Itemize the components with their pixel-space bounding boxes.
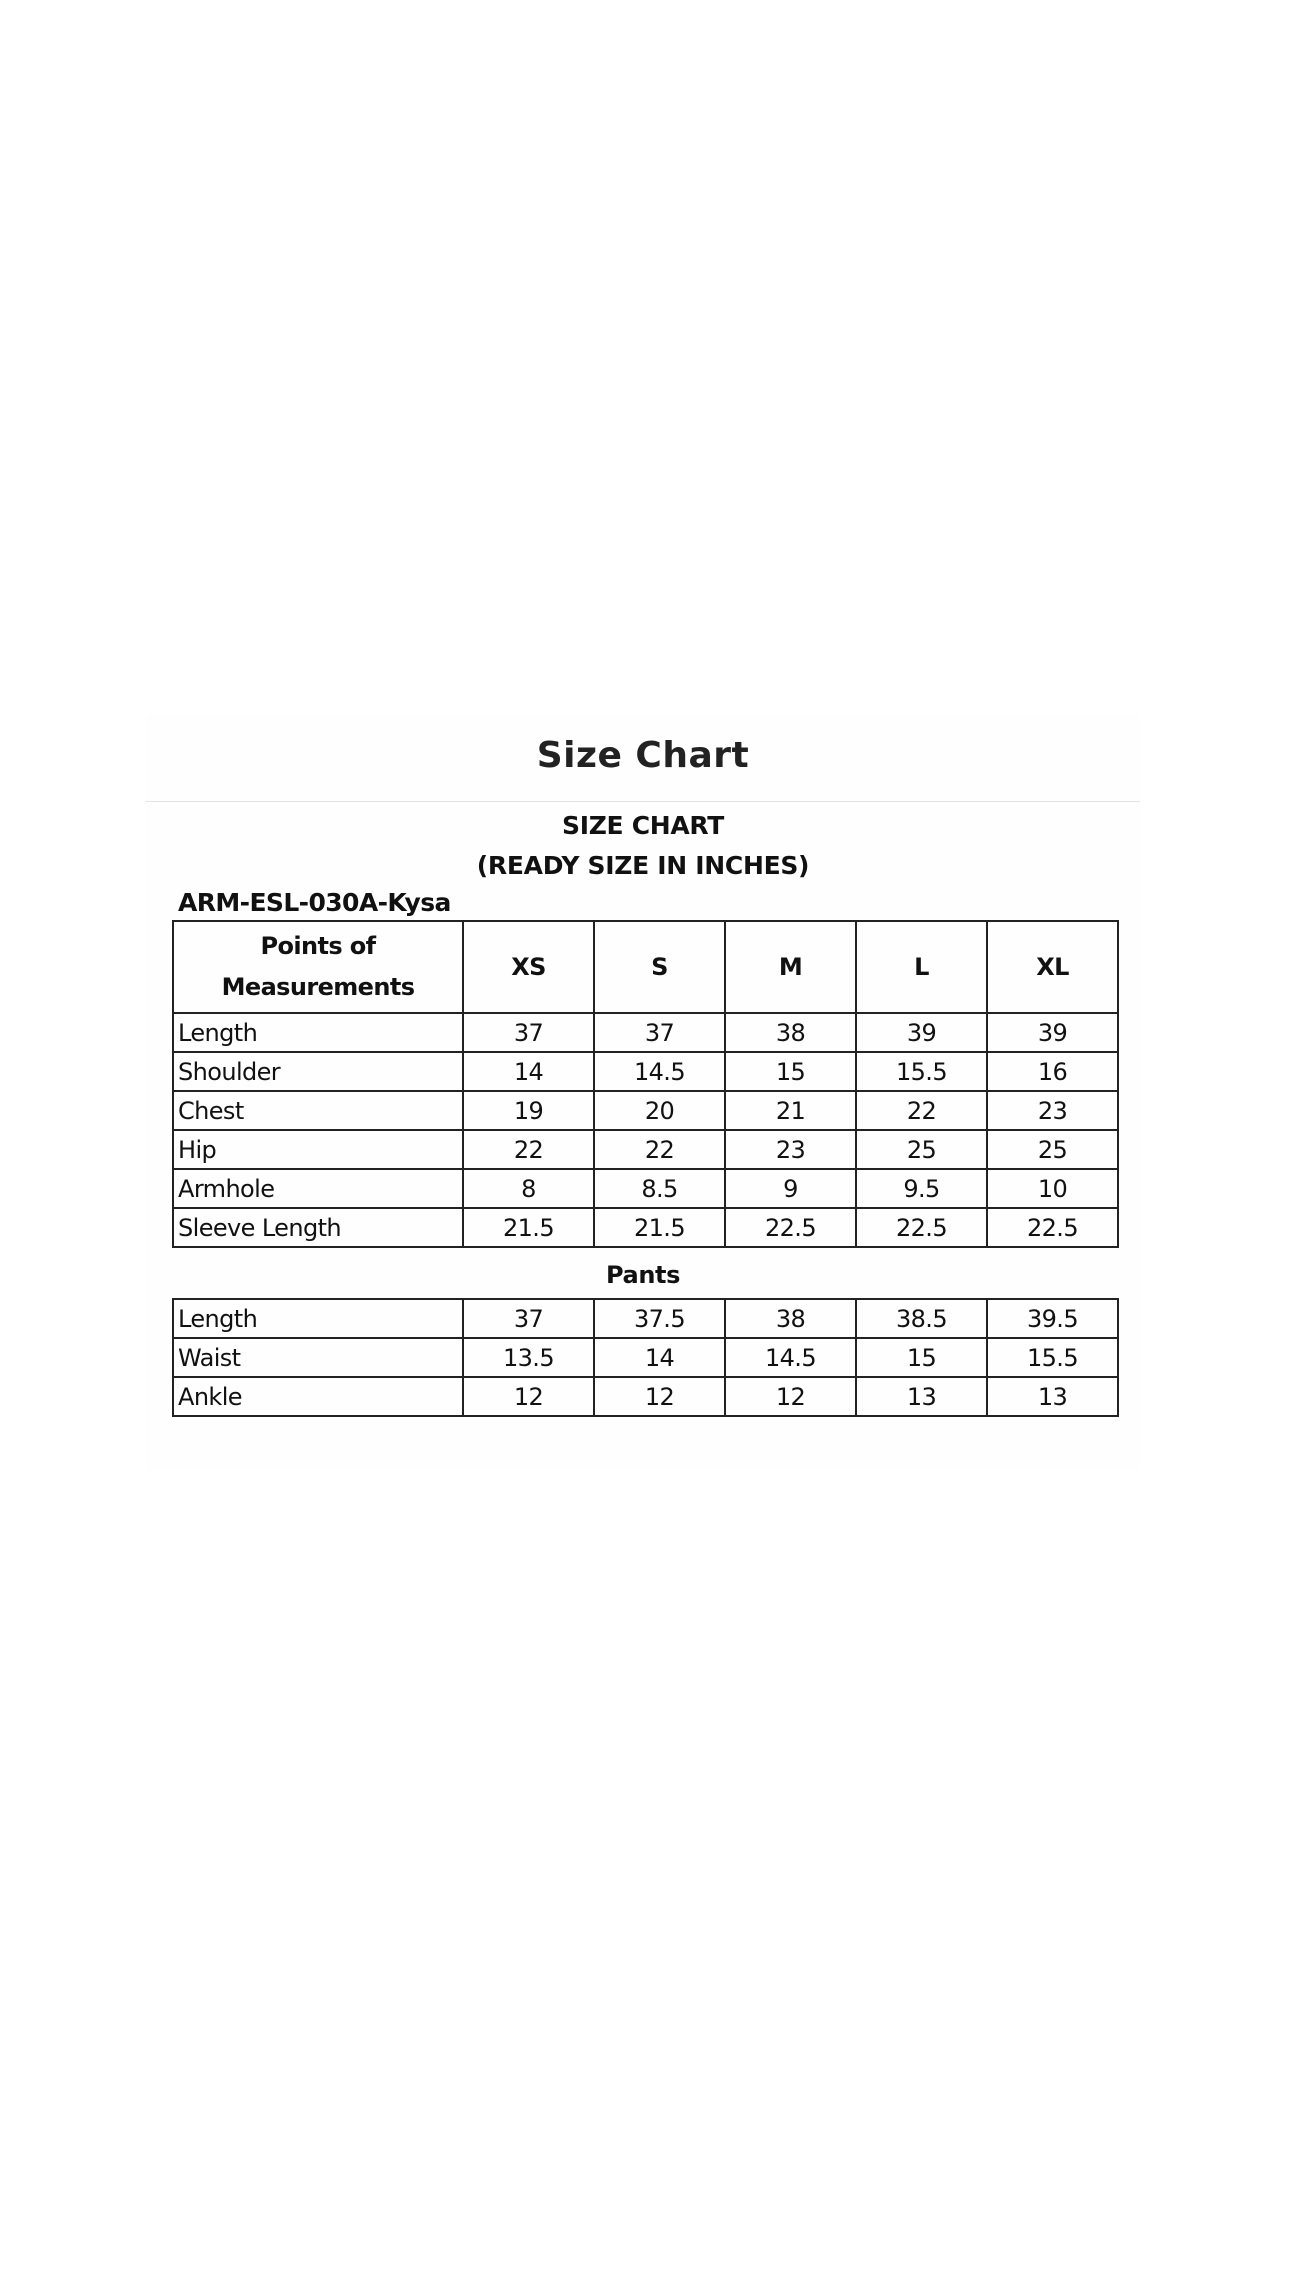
cell-value: 12 [594,1377,725,1416]
modal-title: Size Chart [536,735,750,776]
cell-value: 16 [987,1052,1118,1091]
cell-value: 39.5 [987,1299,1118,1338]
row-label: Sleeve Length [173,1208,463,1247]
top-measurements-table [172,920,1119,1248]
size-header-xs: XS [463,921,594,1013]
cell-value: 25 [987,1130,1118,1169]
cell-value: 39 [987,1013,1118,1052]
row-label: Waist [173,1338,463,1377]
row-label: Length [173,1013,463,1052]
cell-value: 10 [987,1169,1118,1208]
cell-value: 38 [725,1013,856,1052]
cell-value: 9 [725,1169,856,1208]
cell-value: 14 [594,1338,725,1377]
table-row [173,1013,1118,1052]
table-row [173,1169,1118,1208]
points-of-measurements-header [173,921,463,1013]
pants-measurements-table [172,1298,1119,1417]
table-row [173,1208,1118,1247]
cell-value: 14 [463,1052,594,1091]
table-row [173,1377,1118,1416]
size-header-s: S [594,921,725,1013]
style-code: ARM-ESL-030A-Kysa [178,888,451,917]
row-label: Length [173,1299,463,1338]
row-label: Ankle [173,1377,463,1416]
cell-value: 8 [463,1169,594,1208]
cell-value: 25 [856,1130,987,1169]
size-header-l: L [856,921,987,1013]
table-row [173,1052,1118,1091]
cell-value: 22.5 [856,1208,987,1247]
cell-value: 38.5 [856,1299,987,1338]
cell-value: 12 [725,1377,856,1416]
cell-value: 22.5 [987,1208,1118,1247]
row-label: Armhole [173,1169,463,1208]
cell-value: 15 [725,1052,856,1091]
chart-heading-line2: (READY SIZE IN INCHES) [476,851,810,880]
cell-value: 23 [725,1130,856,1169]
cell-value: 14.5 [725,1338,856,1377]
size-chart-modal [146,715,1140,1470]
table-row [173,1338,1118,1377]
header-label-line1: Points of [260,932,376,960]
table-row [173,1299,1118,1338]
cell-value: 14.5 [594,1052,725,1091]
cell-value: 37.5 [594,1299,725,1338]
cell-value: 21.5 [594,1208,725,1247]
modal-divider [146,801,1140,802]
header-label-line2: Measurements [221,973,415,1001]
cell-value: 13.5 [463,1338,594,1377]
cell-value: 21 [725,1091,856,1130]
table-header-row [173,921,1118,1013]
size-header-m: M [725,921,856,1013]
cell-value: 22 [856,1091,987,1130]
cell-value: 15.5 [856,1052,987,1091]
cell-value: 37 [463,1299,594,1338]
size-chart-image-heading [146,806,1140,886]
cell-value: 8.5 [594,1169,725,1208]
cell-value: 13 [856,1377,987,1416]
row-label: Shoulder [173,1052,463,1091]
row-label: Hip [173,1130,463,1169]
cell-value: 15.5 [987,1338,1118,1377]
cell-value: 21.5 [463,1208,594,1247]
cell-value: 22 [594,1130,725,1169]
cell-value: 15 [856,1338,987,1377]
size-header-xl: XL [987,921,1118,1013]
cell-value: 13 [987,1377,1118,1416]
cell-value: 20 [594,1091,725,1130]
cell-value: 37 [463,1013,594,1052]
pants-heading: Pants [606,1261,680,1289]
cell-value: 9.5 [856,1169,987,1208]
row-label: Chest [173,1091,463,1130]
cell-value: 23 [987,1091,1118,1130]
cell-value: 22.5 [725,1208,856,1247]
table-row [173,1130,1118,1169]
cell-value: 22 [463,1130,594,1169]
cell-value: 12 [463,1377,594,1416]
table-row [173,1091,1118,1130]
chart-heading-line1: SIZE CHART [561,811,724,840]
cell-value: 38 [725,1299,856,1338]
cell-value: 19 [463,1091,594,1130]
cell-value: 37 [594,1013,725,1052]
cell-value: 39 [856,1013,987,1052]
